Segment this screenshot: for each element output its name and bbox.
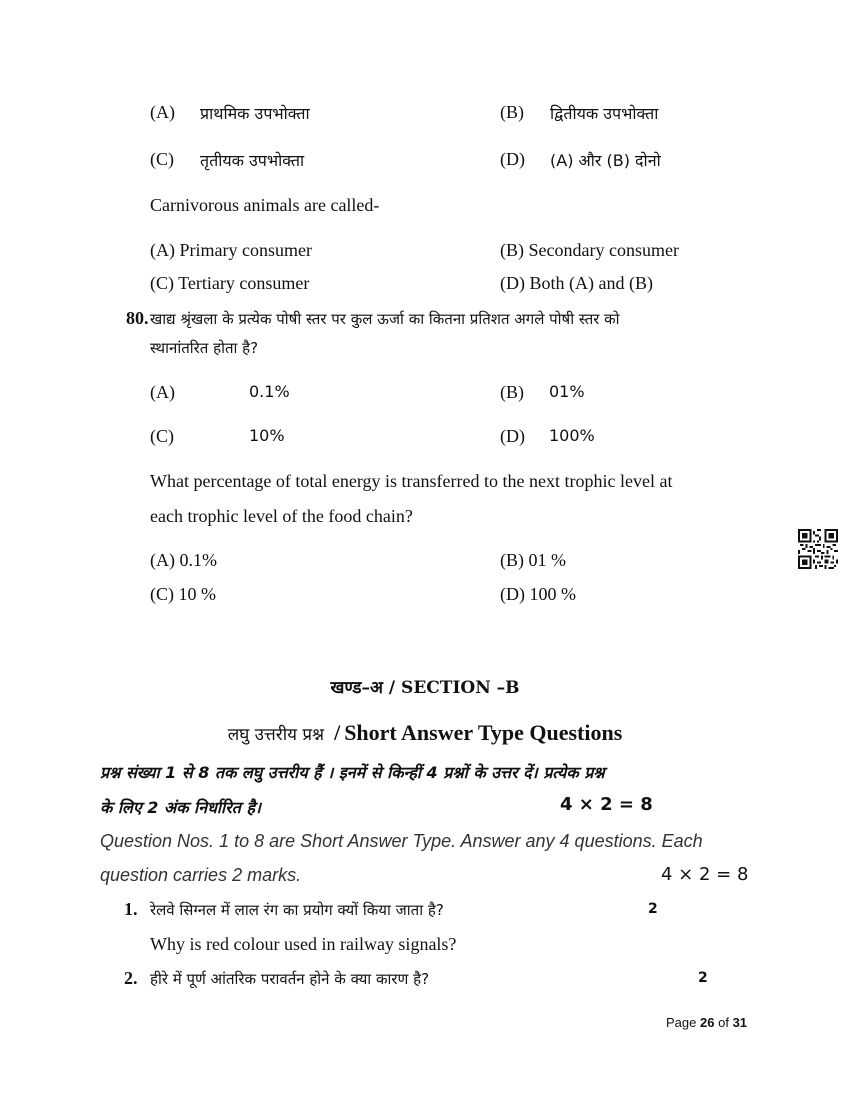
- section-title: खण्ड–अ / SECTION –B: [330, 678, 520, 698]
- q79-hi-option-b: द्वितीयक उपभोक्ता: [550, 104, 659, 123]
- question-1-number: 1.: [124, 899, 138, 919]
- question-2-text-hi: हीरे में पूर्ण आंतरिक परावर्तन होने के क्या कारण है?: [150, 970, 430, 988]
- q80-question-hi-line2: स्थानांतरित होता है?: [150, 339, 259, 357]
- q79-hi-option-d: (A) और (B) दोनो: [550, 151, 661, 170]
- qr-code-icon: [798, 528, 838, 570]
- page-word: Page: [666, 1015, 697, 1030]
- question-2-marks: 2: [698, 970, 708, 986]
- instructions-hi-line1: प्रश्न संख्या 1 से 8 तक लघु उत्तरीय हैं । इनमें से किन्हीं 4 प्रश्नों के उत्तर दें। प्रत्येक प्रश्न: [100, 763, 605, 782]
- q79-hi-option-a: प्राथमिक उपभोक्ता: [200, 104, 310, 123]
- page-total: 31: [732, 1015, 748, 1030]
- q79-hi-option-b-label: (B): [500, 102, 524, 122]
- q80-hi-option-c: 10%: [249, 426, 285, 445]
- q79-hi-option-c: तृतीयक उपभोक्ता: [200, 151, 305, 170]
- question-1-text-en: Why is red colour used in railway signals?: [150, 934, 457, 954]
- question-1-marks: 2: [648, 901, 658, 917]
- instructions-hi-marks: 4 × 2 = 8: [560, 794, 653, 815]
- q79-en-option-d: (D) Both (A) and (B): [500, 273, 653, 293]
- q80-hi-option-b-label: (B): [500, 382, 524, 402]
- q79-en-option-a: (A) Primary consumer: [150, 240, 312, 260]
- q79-en-option-c: (C) Tertiary consumer: [150, 273, 310, 293]
- instructions-hi-line2: के लिए 2 अंक निर्धारित है।: [100, 798, 262, 817]
- q80-en-option-a: (A) 0.1%: [150, 550, 217, 570]
- section-subtitle: [0, 720, 850, 746]
- section-subtitle-hi: लघु उत्तरीय प्रश्न: [227, 725, 325, 745]
- q80-question-en-line2: each trophic level of the food chain?: [150, 506, 413, 526]
- q80-en-option-b: (B) 01 %: [500, 550, 566, 570]
- section-subtitle-en: Short Answer Type Questions: [344, 720, 623, 745]
- q79-en-option-b: (B) Secondary consumer: [500, 240, 679, 260]
- question-2-number: 2.: [124, 968, 138, 988]
- q80-hi-option-b: 01%: [549, 382, 585, 401]
- section-subtitle-separator: /: [334, 720, 341, 745]
- q80-hi-option-a-label: (A): [150, 382, 175, 402]
- instructions-en-line2: question carries 2 marks.: [100, 865, 302, 885]
- q80-hi-option-c-label: (C): [150, 426, 174, 446]
- page-of-word: of: [718, 1015, 729, 1030]
- q80-en-option-d: (D) 100 %: [500, 584, 576, 604]
- q79-question-en: Carnivorous animals are called-: [150, 195, 380, 215]
- page-footer: [666, 1015, 747, 1030]
- q79-hi-option-a-label: (A): [150, 102, 175, 122]
- q80-question-en-line1: What percentage of total energy is transferred to the next trophic level at: [150, 471, 673, 491]
- q80-hi-option-d: 100%: [549, 426, 595, 445]
- instructions-en-marks: 4 × 2 = 8: [661, 864, 749, 885]
- page-current: 26: [700, 1015, 715, 1030]
- q79-hi-option-c-label: (C): [150, 149, 174, 169]
- instructions-en-line1: Question Nos. 1 to 8 are Short Answer Type. Answer any 4 questions. Each: [100, 831, 703, 851]
- q79-hi-option-d-label: (D): [500, 149, 525, 169]
- q80-number: 80.: [126, 308, 149, 328]
- q80-en-option-c: (C) 10 %: [150, 584, 216, 604]
- q80-hi-option-d-label: (D): [500, 426, 525, 446]
- q80-hi-option-a: 0.1%: [249, 382, 290, 401]
- question-1-text-hi: रेलवे सिग्नल में लाल रंग का प्रयोग क्यों किया जाता है?: [150, 901, 444, 919]
- q80-question-hi-line1: खाद्य श्रृंखला के प्रत्येक पोषी स्तर पर कुल ऊर्जा का कितना प्रतिशत अगले पोषी स्तर को: [150, 310, 620, 328]
